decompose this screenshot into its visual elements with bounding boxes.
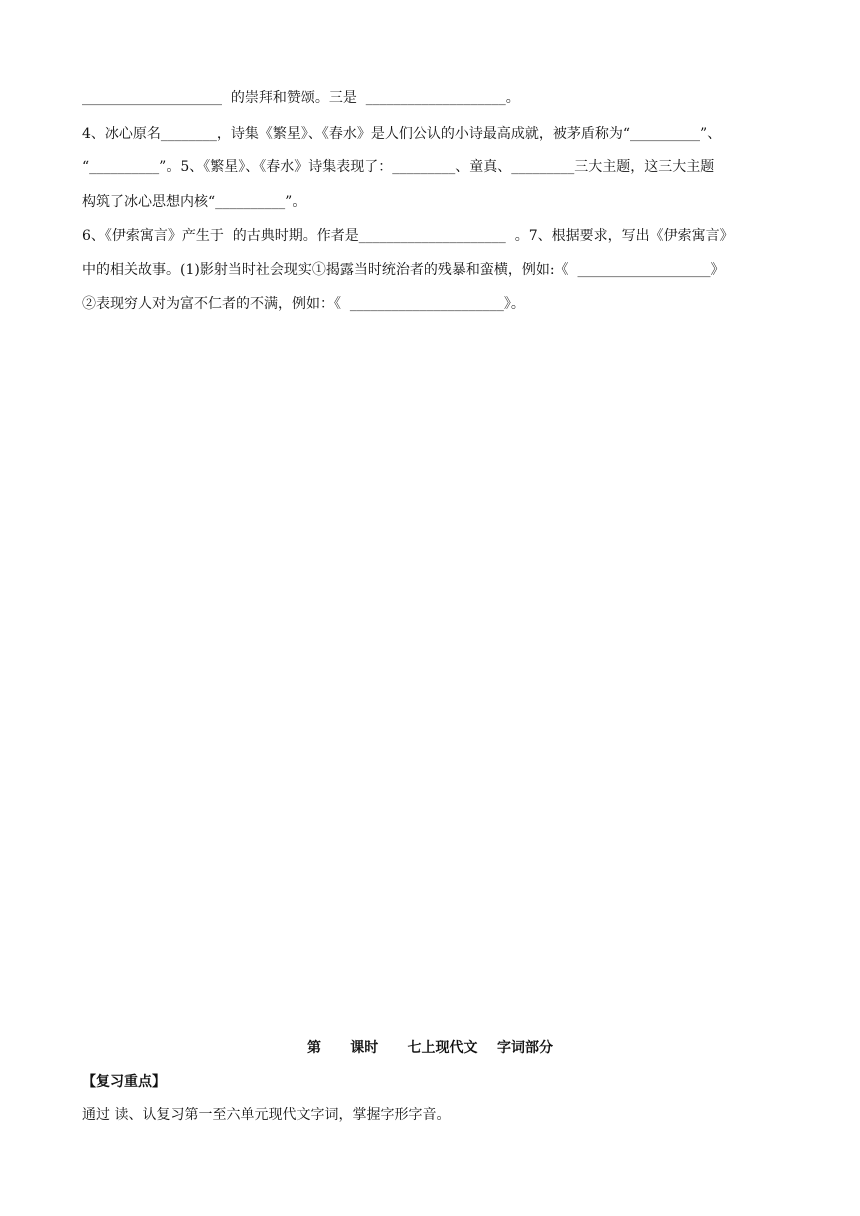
section-title: 第 课时 七上现代文 字词部分	[307, 1040, 553, 1056]
review-focus-heading: 【复习重点】	[82, 1074, 166, 1090]
question-line-1: ____________________ 的崇拜和赞颂。三是 ____________________。	[82, 90, 520, 106]
question-4-5-line: “__________”。5、《繁星》、《春水》诗集表现了：_________、童真、_________三大主题，这三大主题	[82, 159, 715, 175]
question-6-7-line: 6、《伊索寓言》产生于 的古典时期。作者是_____________________ 。7、根据要求，写出《伊索寓言》	[82, 228, 734, 244]
review-focus-text: 通过 读、认复习第一至六单元现代文字词，掌握字形字音。	[82, 1107, 451, 1123]
question-7-part2-line: ②表现穷人对为富不仁者的不满，例如：《 ______________________》。	[82, 296, 525, 312]
question-7-part1-line: 中的相关故事。(1)影射当时社会现实①揭露当时统治者的残暴和蛮横，例如:《 ___________________》	[82, 262, 725, 278]
question-5-end-line: 构筑了冰心思想内核“__________”。	[82, 194, 307, 210]
question-4-line: 4、冰心原名________，诗集《繁星》、《春水》是人们公认的小诗最高成就，被茅盾称为“__________”、	[82, 126, 722, 142]
